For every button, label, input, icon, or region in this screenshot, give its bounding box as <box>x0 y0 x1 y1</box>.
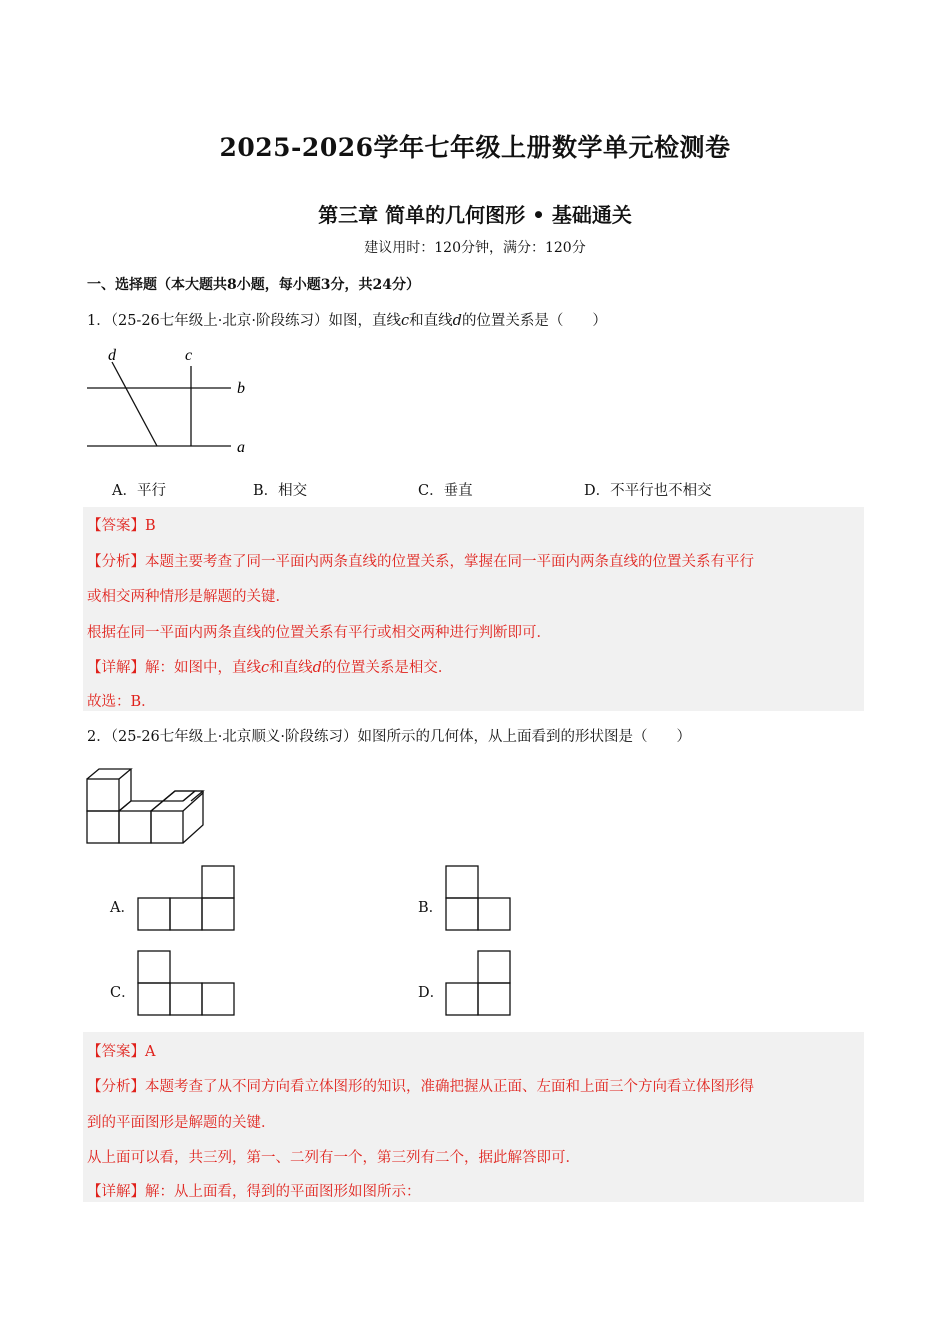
label-b: b <box>237 380 245 397</box>
q1-option-d[interactable]: D．不平行也不相交 <box>584 483 712 499</box>
q2-answer-panel <box>83 1032 864 1202</box>
q2-analysis-line-2: 到的平面图形是解题的关键． <box>87 1115 276 1131</box>
label-a: a <box>237 439 245 456</box>
q1-analysis-line-3: 根据在同一平面内两条直线的位置关系有平行或相交两种进行判断即可． <box>87 625 551 641</box>
q1-answer: 【答案】B <box>87 518 156 534</box>
q1-analysis-line-2: 或相交两种情形是解题的关键． <box>87 589 290 605</box>
q2-option-c-figure[interactable] <box>136 949 238 1017</box>
q2-option-d-label[interactable]: D． <box>418 985 445 1001</box>
q2-analysis-line-3: 从上面可以看，共三列，第一、二列有一个，第三列有二个，据此解答即可． <box>87 1150 580 1166</box>
q2-option-b-figure[interactable] <box>444 864 514 932</box>
q2-option-c-label[interactable]: C． <box>110 985 136 1001</box>
q2-detail: 【详解】解：从上面看，得到的平面图形如图所示： <box>87 1184 421 1200</box>
question-1-stem: 1．（25-26七年级上·北京·阶段练习）如图，直线c和直线d的位置关系是（ ） <box>87 313 607 329</box>
q2-option-a-figure[interactable] <box>136 864 238 932</box>
q1-analysis-line-1: 【分析】本题主要考查了同一平面内两条直线的位置关系，掌握在同一平面内两条直线的位置关系有平行 <box>87 554 754 570</box>
q2-option-b-label[interactable]: B． <box>418 900 444 916</box>
line-d <box>112 362 157 446</box>
q2-solid-figure <box>84 764 214 848</box>
q2-option-a-label[interactable]: A． <box>110 900 135 916</box>
section-heading: 一、选择题（本大题共8小题，每小题3分，共24分） <box>87 277 420 293</box>
q1-lines-figure <box>80 340 270 460</box>
q1-option-c[interactable]: C．垂直 <box>418 483 473 499</box>
page-title: 2025-2026学年七年级上册数学单元检测卷 <box>219 133 731 162</box>
question-2-stem: 2．（25-26七年级上·北京顺义·阶段练习）如图所示的几何体，从上面看到的形状图是（ ） <box>87 729 692 745</box>
q2-option-d-figure[interactable] <box>444 949 514 1017</box>
q2-answer: 【答案】A <box>87 1044 156 1060</box>
label-c: c <box>185 347 193 364</box>
q1-option-a[interactable]: A．平行 <box>112 483 166 499</box>
q1-answer-panel <box>83 507 864 711</box>
q1-conclusion: 故选：B． <box>87 694 156 710</box>
q1-detail: 【详解】解：如图中，直线c和直线d的位置关系是相交． <box>87 660 453 676</box>
label-d: d <box>108 347 116 364</box>
exam-meta: 建议用时：120分钟，满分：120分 <box>364 240 586 256</box>
chapter-subtitle: 第三章 简单的几何图形 • 基础通关 <box>318 203 632 227</box>
q2-analysis-line-1: 【分析】本题考查了从不同方向看立体图形的知识，准确把握从正面、左面和上面三个方向看立体图形得 <box>87 1079 754 1095</box>
q1-option-b[interactable]: B．相交 <box>253 483 308 499</box>
